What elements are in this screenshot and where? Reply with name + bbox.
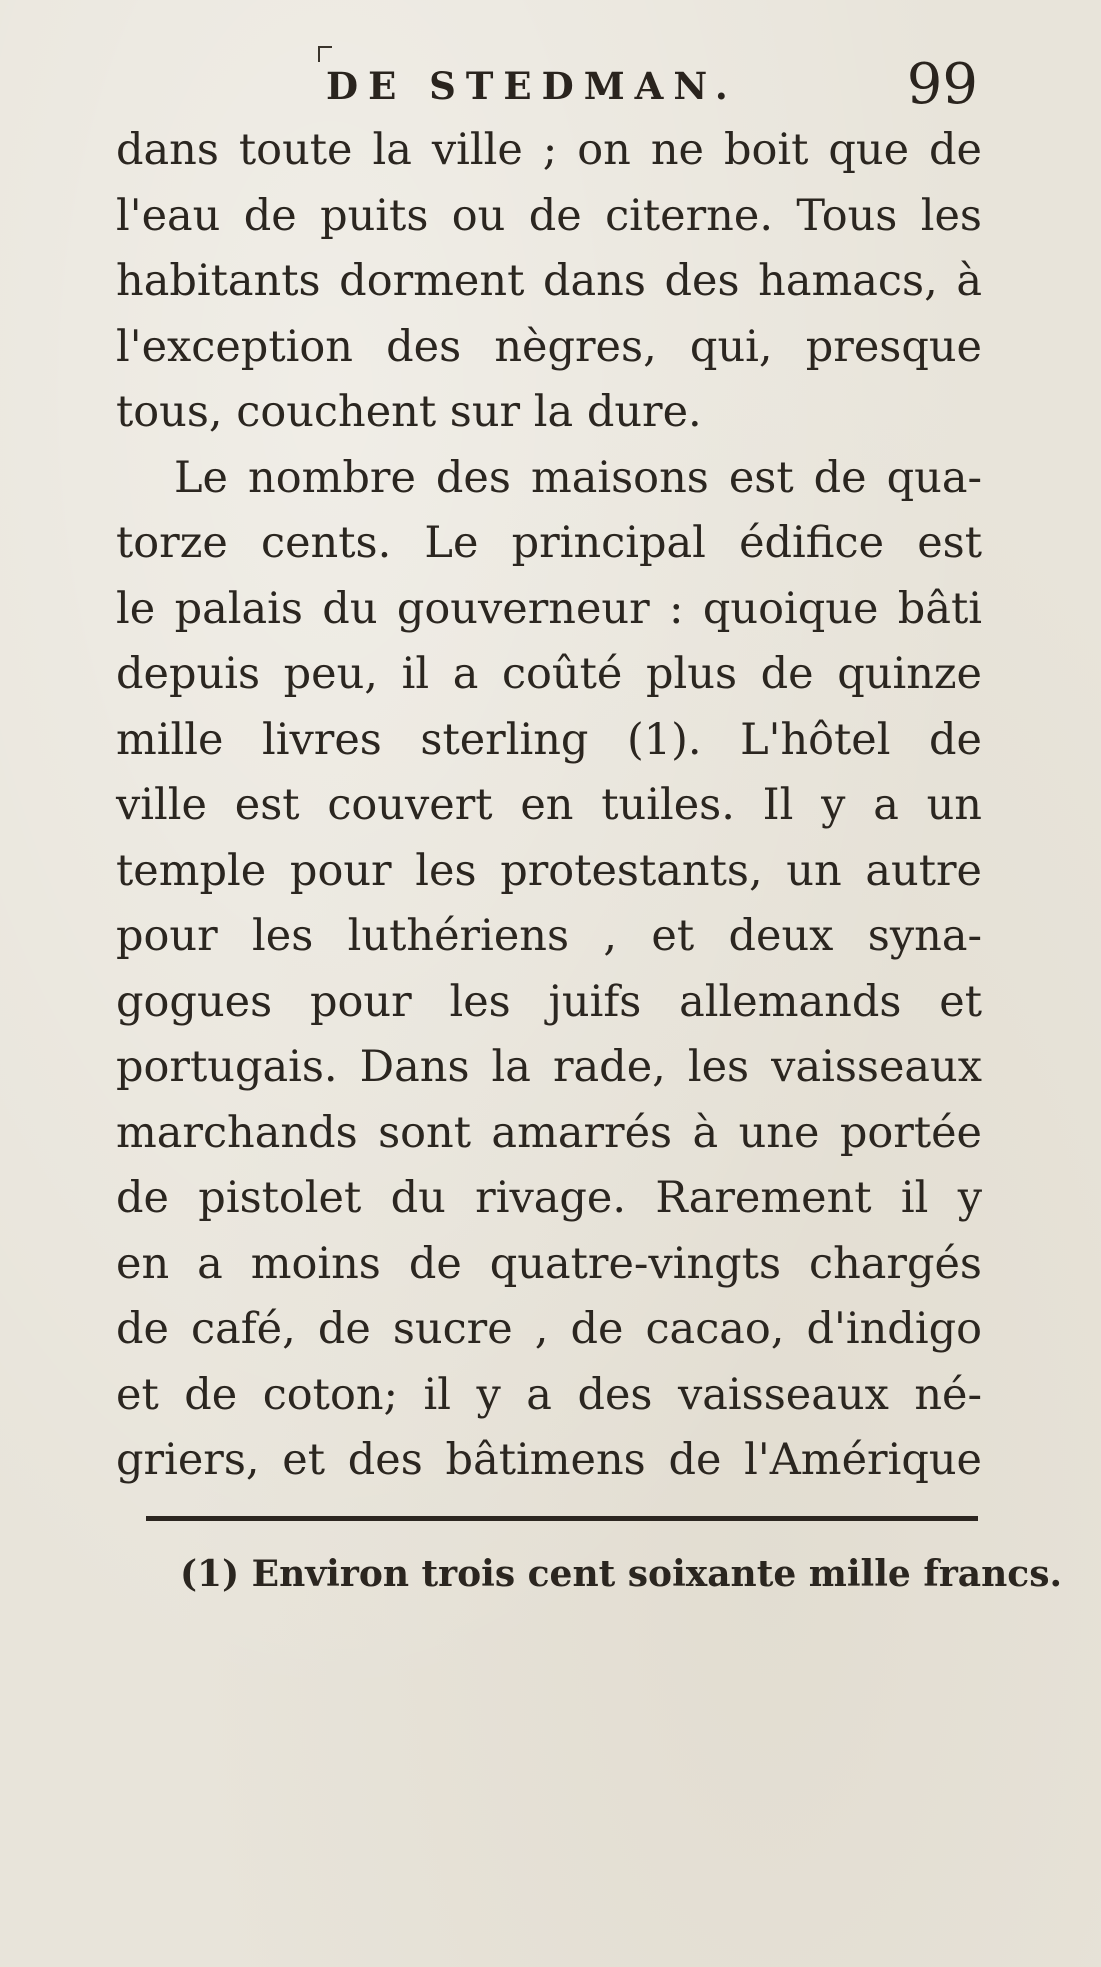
- body-text: [116, 118, 982, 1494]
- text-line: marchands sont amarrés à une portée: [116, 1107, 982, 1158]
- running-head: [318, 52, 978, 118]
- text-line: de pistolet du rivage. Rarement il y: [116, 1173, 982, 1223]
- text-line: temple pour les protestants, un autre: [116, 845, 982, 896]
- paragraph-start-line: Le nombre des maisons est de qua-: [174, 452, 982, 503]
- text-line: portugais. Dans la rade, les vaisseaux: [116, 1042, 982, 1092]
- text-line: l'exception des nègres, qui, presque: [116, 321, 982, 372]
- footnote: (1) Environ trois cent soixante mille francs.: [180, 1553, 1062, 1595]
- running-title: DE STEDMAN.: [326, 64, 738, 108]
- text-line: torze cents. Le principal édifice est: [116, 518, 982, 568]
- text-line: en a moins de quatre-vingts chargés: [116, 1238, 982, 1289]
- footnote-rule: [146, 1516, 978, 1521]
- text-line: mille livres sterling (1). L'hôtel de: [116, 714, 982, 765]
- text-line: griers, et des bâtimens de l'Amérique: [116, 1435, 982, 1485]
- corner-mark: [318, 46, 332, 62]
- text-line: gogues pour les juifs allemands et: [116, 976, 982, 1027]
- text-line: depuis peu, il a coûté plus de quinze: [116, 649, 982, 699]
- text-line: tous, couchent sur la dure.: [116, 387, 702, 437]
- text-line: l'eau de puits ou de citerne. Tous les: [116, 190, 982, 241]
- text-line: de café, de sucre , de cacao, d'indigo: [116, 1304, 982, 1354]
- text-line: pour les luthériens , et deux syna-: [116, 911, 982, 961]
- text-line: habitants dorment dans des hamacs, à: [116, 256, 982, 306]
- text-line: et de coton; il y a des vaisseaux né-: [116, 1369, 982, 1420]
- page-number: 99: [906, 52, 978, 117]
- text-line: ville est couvert en tuiles. Il y a un: [116, 780, 982, 830]
- text-line: le palais du gouverneur : quoique bâti: [116, 583, 982, 634]
- text-line: dans toute la ville ; on ne boit que de: [116, 125, 982, 175]
